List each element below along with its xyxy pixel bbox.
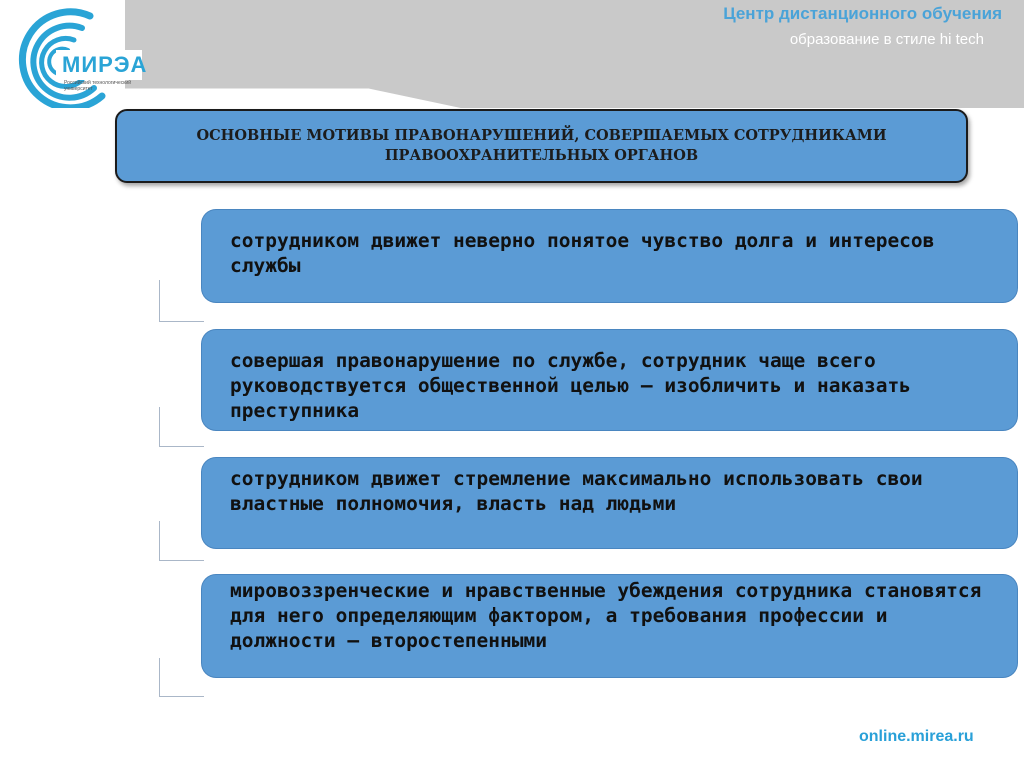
slide-title: ОСНОВНЫЕ МОТИВЫ ПРАВОНАРУШЕНИЙ, СОВЕРШАЕМЫХ СОТРУДНИКАМИ ПРАВООХРАНИТЕЛЬНЫХ ОРГАНОВ bbox=[196, 127, 887, 164]
logo-subtitle: Российский технологический университет bbox=[64, 80, 132, 92]
motive-item-text: совершая правонарушение по службе, сотрудник чаще всего руководствуется общественной целью – изобличить и наказать преступника bbox=[230, 349, 911, 422]
motive-item bbox=[202, 575, 1017, 677]
motive-item bbox=[202, 458, 1017, 548]
slide-title-box bbox=[115, 109, 968, 183]
center-title: Центр дистанционного обучения bbox=[723, 4, 1002, 23]
motive-item bbox=[202, 210, 1017, 302]
motive-item-text: сотрудником движет стремление максимально использовать свои властные полномочия, власть над людьми bbox=[230, 467, 923, 515]
connector-line bbox=[159, 658, 204, 697]
motive-item-text: мировоззренческие и нравственные убеждения сотрудника становятся для него определяющим фактором, а требования профессии и должности – второстепенными bbox=[230, 579, 982, 652]
connector-line bbox=[159, 280, 204, 322]
connector-line bbox=[159, 521, 204, 561]
motive-item-text: сотрудником движет неверно понятое чувство долга и интересов службы bbox=[230, 229, 935, 277]
logo-text: МИРЭА bbox=[62, 52, 148, 77]
motive-item bbox=[202, 330, 1017, 430]
footer-url[interactable]: online.mirea.ru bbox=[859, 728, 974, 745]
center-slogan: образование в стиле hi tech bbox=[789, 31, 984, 48]
mirea-logo bbox=[2, 2, 162, 108]
connector-line bbox=[159, 407, 204, 447]
